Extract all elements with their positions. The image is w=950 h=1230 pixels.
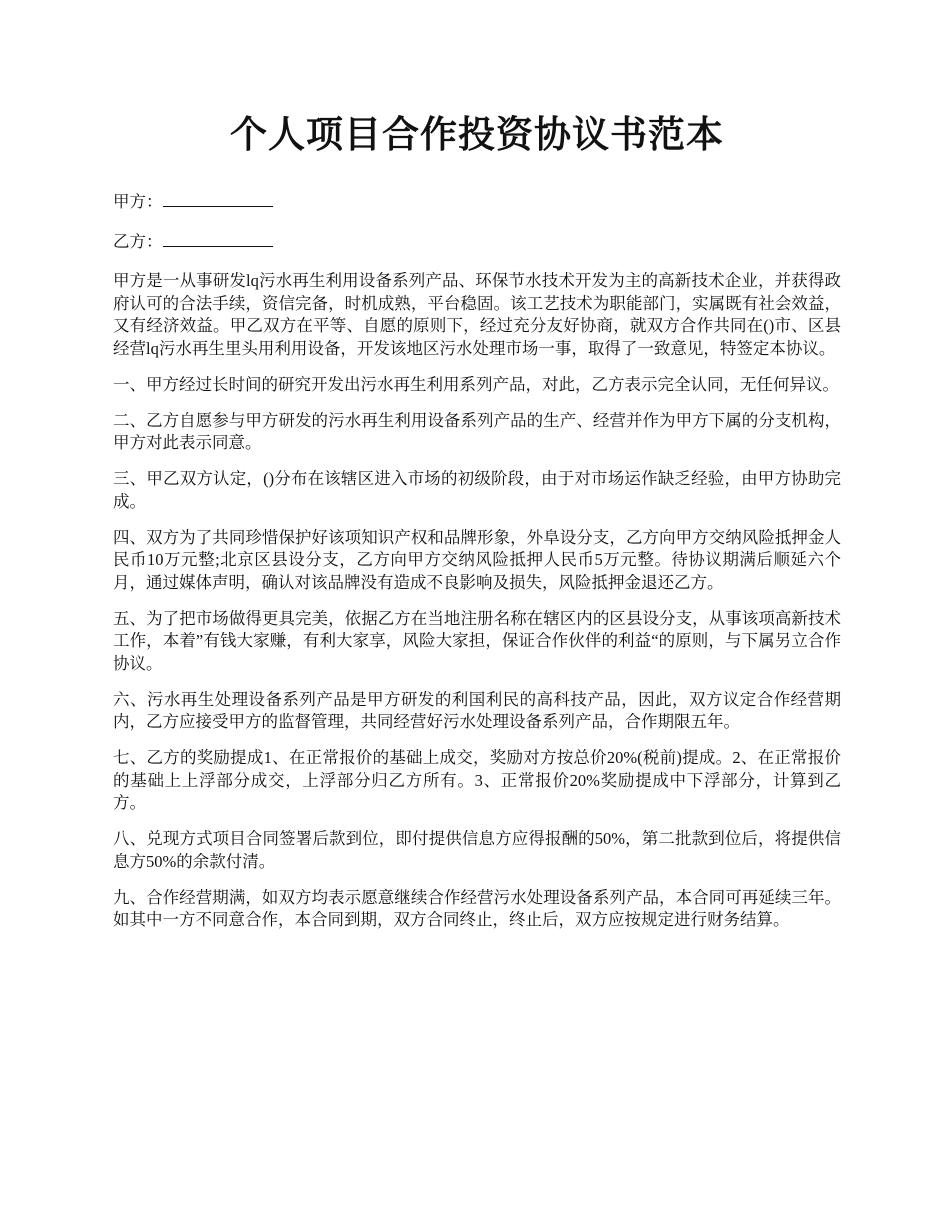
party-a-blank [163, 190, 273, 207]
clause-5: 五、为了把市场做得更具完美，依据乙方在当地注册名称在辖区内的区县设分支，从事该项高新技术工作，本着”有钱大家赚，有利大家享，风险大家担，保证合作伙伴的利益“的原则，与下属另立合作协议。 [113, 608, 841, 673]
document-title: 个人项目合作投资协议书范本 [230, 115, 724, 156]
clause-3: 三、甲乙双方认定，()分布在该辖区进入市场的初级阶段，由于对市场运作缺乏经验，由甲方协助完成。 [113, 469, 841, 511]
clause-7: 七、乙方的奖励提成1、在正常报价的基础上成交，奖励对方按总价20%(税前)提成。2、在正常报价的基础上上浮部分成交，上浮部分归乙方所有。3、正常报价20%奖励提成中下浮部分，计算到乙方。 [113, 748, 841, 812]
clause-1: 一、甲方经过长时间的研究开发出污水再生利用系列产品，对此，乙方表示完全认同，无任何异议。 [113, 374, 839, 394]
party-b-blank [163, 230, 273, 247]
clause-6: 六、污水再生处理设备系列产品是甲方研发的利国利民的高科技产品，因此，双方议定合作经营期内，乙方应接受甲方的监督管理，共同经营好污水处理设备系列产品，合作期限五年。 [113, 689, 841, 731]
party-a-label: 甲方： [113, 192, 163, 211]
party-b-line [113, 230, 841, 253]
party-b-label: 乙方： [113, 232, 163, 251]
clause-2: 二、乙方自愿参与甲方研发的污水再生利用设备系列产品的生产、经营并作为甲方下属的分支机构，甲方对此表示同意。 [113, 410, 841, 452]
document-page [113, 112, 841, 945]
intro-paragraph: 甲方是一从事研发lq污水再生利用设备系列产品、环保节水技术开发为主的高新技术企业，并获得政府认可的合法手续，资信完备，时机成熟，平台稳固。该工艺技术为职能部门，实属既有社会效益，又有经济效益。甲乙双方在平等、自愿的原则下，经过充分友好协商，就双方合作共同在()市、区县经营lq污水再生里头用利用设备，开发该地区污水处理市场一事，取得了一致意见，特签定本协议。 [113, 271, 841, 358]
clause-9: 九、合作经营期满，如双方均表示愿意继续合作经营污水处理设备系列产品，本合同可再延续三年。如其中一方不同意合作，本合同到期，双方合同终止，终止后，双方应按规定进行财务结算。 [113, 887, 841, 929]
party-a-line [113, 190, 841, 213]
clause-4: 四、双方为了共同珍惜保护好该项知识产权和品牌形象，外阜设分支，乙方向甲方交纳风险抵押金人民币10万元整;北京区县设分支，乙方向甲方交纳风险抵押人民币5万元整。待协议期满后顺延六个月，通过媒体声明，确认对该品牌没有造成不良影响及损失，风险抵押金退还乙方。 [113, 527, 841, 592]
clause-8: 八、兑现方式项目合同签署后款到位，即付提供信息方应得报酬的50%，第二批款到位后，将提供信息方50%的余款付清。 [113, 829, 841, 871]
